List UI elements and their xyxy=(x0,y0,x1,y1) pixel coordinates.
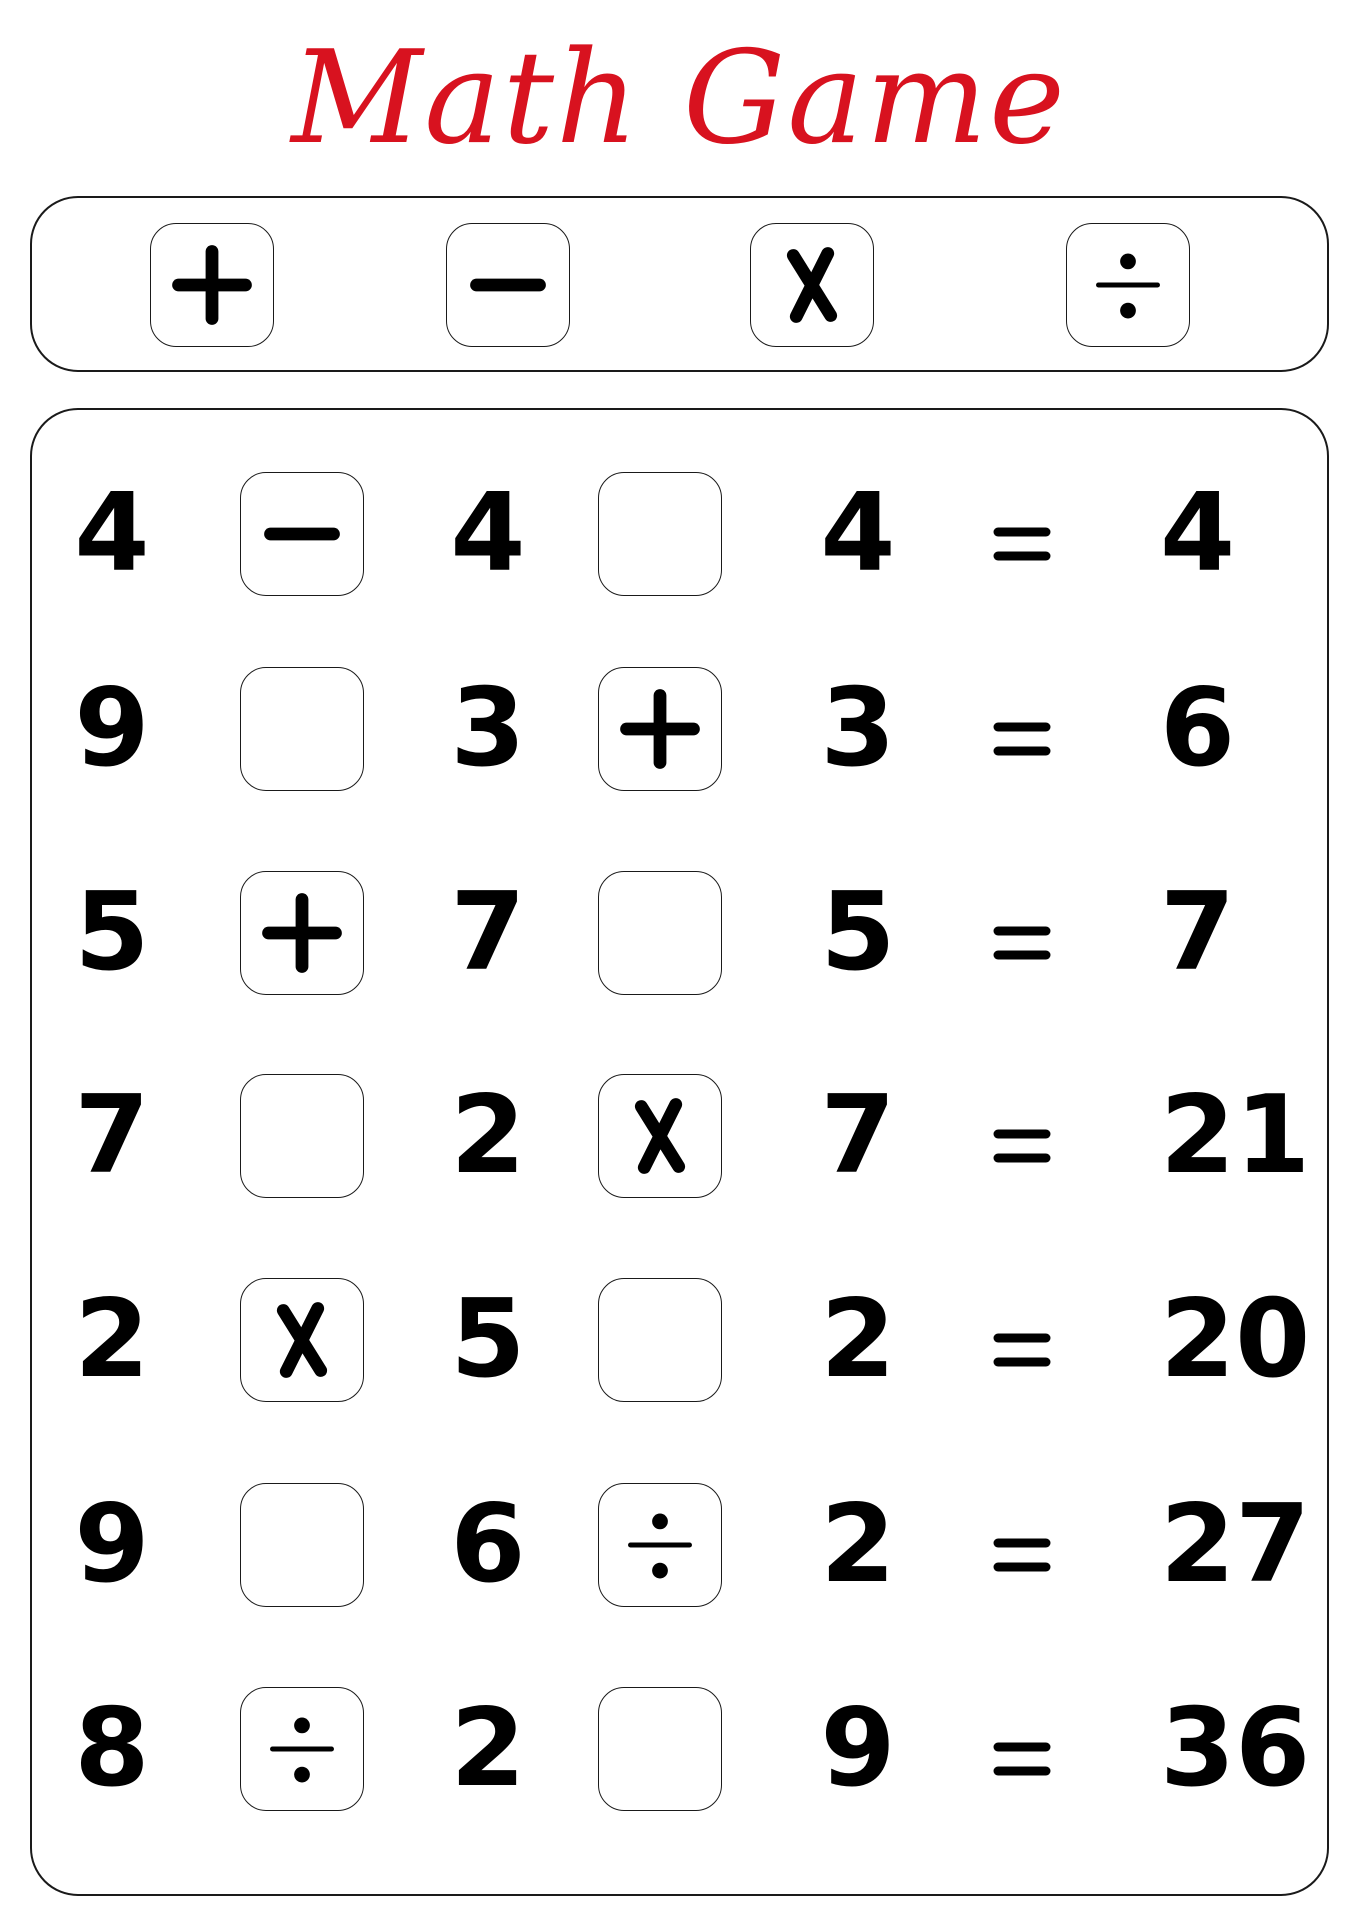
multiply-icon xyxy=(599,1075,721,1197)
operator-slot-filled[interactable] xyxy=(598,1074,722,1198)
operand-b: 2 xyxy=(450,1686,526,1811)
operand-c: 2 xyxy=(820,1482,896,1607)
minus-icon xyxy=(241,473,363,595)
operator-slot-empty[interactable] xyxy=(240,1483,364,1607)
multiply-icon xyxy=(241,1279,363,1401)
plus-icon xyxy=(599,668,721,790)
operator-slot-filled[interactable] xyxy=(598,1483,722,1607)
operand-c: 3 xyxy=(820,666,896,791)
operand-c: 4 xyxy=(820,471,896,596)
result-value: 36 xyxy=(1160,1686,1311,1811)
equals-sign xyxy=(992,675,1052,799)
result-value: 4 xyxy=(1160,471,1236,596)
operator-slot-empty[interactable] xyxy=(240,1074,364,1198)
operator-slot-filled[interactable] xyxy=(240,472,364,596)
equals-sign xyxy=(992,1082,1052,1206)
operand-b: 4 xyxy=(450,471,526,596)
equals-sign xyxy=(992,1286,1052,1410)
operator-slot-filled[interactable] xyxy=(240,1687,364,1811)
operator-slot-filled[interactable] xyxy=(240,1278,364,1402)
equals-sign xyxy=(992,480,1052,604)
operand-b: 2 xyxy=(450,1073,526,1198)
page-title: Math Game xyxy=(291,24,1067,173)
operand-a: 5 xyxy=(74,870,150,995)
divide-icon xyxy=(241,1688,363,1810)
operand-a: 4 xyxy=(74,471,150,596)
result-value: 20 xyxy=(1160,1277,1311,1402)
operand-b: 3 xyxy=(450,666,526,791)
operator-tile-minus[interactable] xyxy=(446,223,570,347)
operand-c: 2 xyxy=(820,1277,896,1402)
equals-sign xyxy=(992,1491,1052,1615)
divide-icon xyxy=(1067,224,1189,346)
operator-slot-empty[interactable] xyxy=(598,1687,722,1811)
minus-icon xyxy=(447,224,569,346)
operand-b: 5 xyxy=(450,1277,526,1402)
equals-sign xyxy=(992,1695,1052,1819)
result-value: 7 xyxy=(1160,870,1236,995)
operator-slot-filled[interactable] xyxy=(598,667,722,791)
result-value: 6 xyxy=(1160,666,1236,791)
operator-slot-filled[interactable] xyxy=(240,871,364,995)
operand-a: 2 xyxy=(74,1277,150,1402)
operand-a: 9 xyxy=(74,1482,150,1607)
operator-tile-divide[interactable] xyxy=(1066,223,1190,347)
operand-a: 9 xyxy=(74,666,150,791)
multiply-icon xyxy=(751,224,873,346)
operand-c: 7 xyxy=(820,1073,896,1198)
operator-tile-plus[interactable] xyxy=(150,223,274,347)
operator-slot-empty[interactable] xyxy=(598,871,722,995)
result-value: 27 xyxy=(1160,1482,1311,1607)
operator-slot-empty[interactable] xyxy=(598,472,722,596)
equals-sign xyxy=(992,879,1052,1003)
operand-b: 6 xyxy=(450,1482,526,1607)
operand-a: 7 xyxy=(74,1073,150,1198)
plus-icon xyxy=(241,872,363,994)
operator-tile-multiply[interactable] xyxy=(750,223,874,347)
operand-c: 5 xyxy=(820,870,896,995)
result-value: 21 xyxy=(1160,1073,1311,1198)
plus-icon xyxy=(151,224,273,346)
operator-slot-empty[interactable] xyxy=(598,1278,722,1402)
operand-c: 9 xyxy=(820,1686,896,1811)
divide-icon xyxy=(599,1484,721,1606)
operand-a: 8 xyxy=(74,1686,150,1811)
operator-slot-empty[interactable] xyxy=(240,667,364,791)
operand-b: 7 xyxy=(450,870,526,995)
